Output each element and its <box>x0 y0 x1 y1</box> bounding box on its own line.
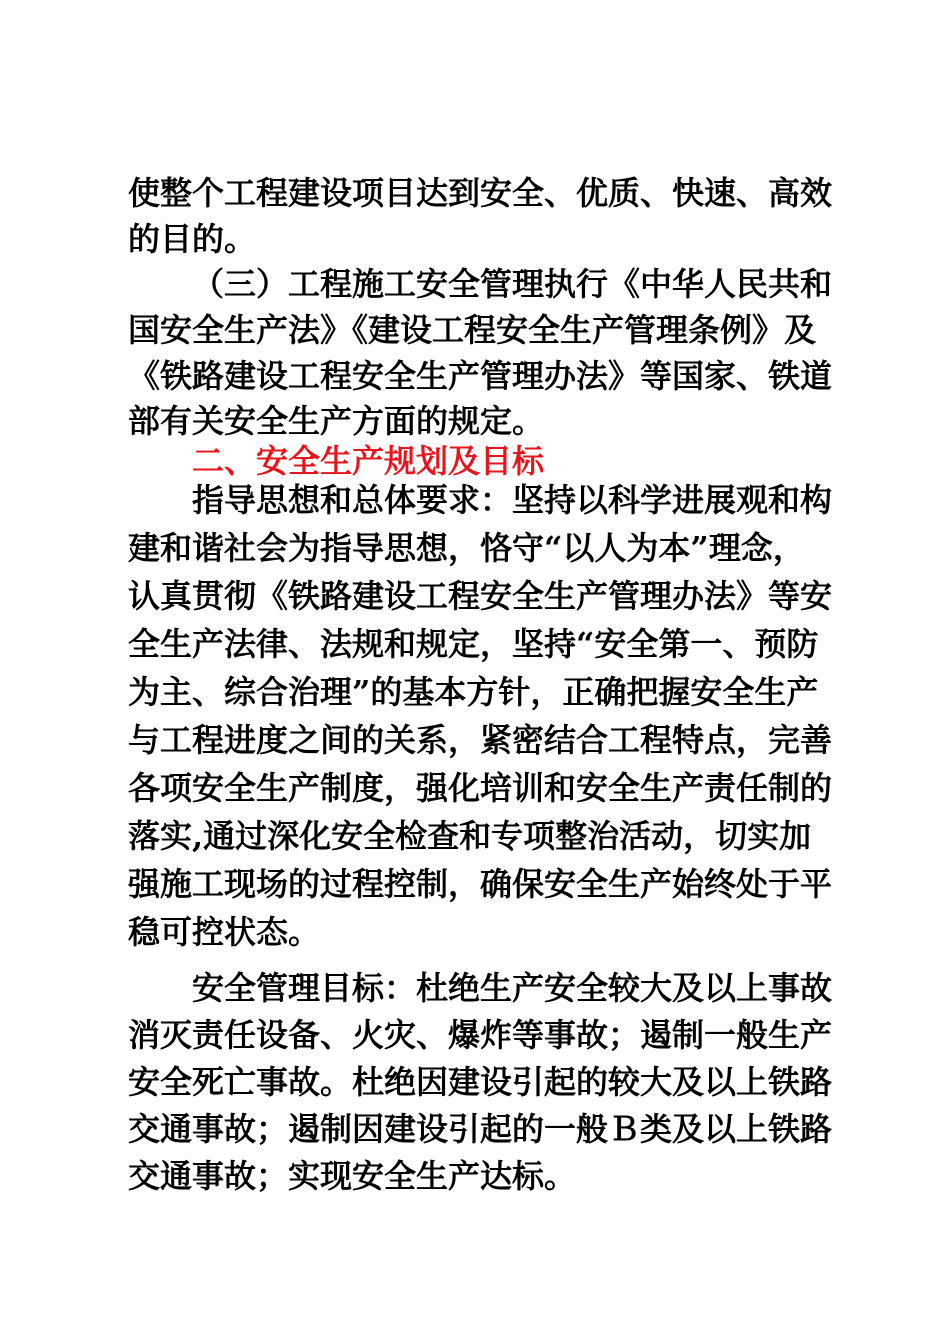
paragraph-2-line-1: （三）工程施工安全管理执行《中华人民共和 <box>192 265 833 303</box>
paragraph-3-line-2: 建和谐社会为指导思想，恪守“以人为本”理念， <box>128 529 805 567</box>
paragraph-3-line-8: 落实,通过深化安全检查和专项整治活动，切实加 <box>128 817 812 855</box>
paragraph-3-line-1: 指导思想和总体要求：坚持以科学进展观和构 <box>192 481 833 519</box>
paragraph-3-line-9: 强施工现场的过程控制，确保安全生产始终处于平 <box>128 865 833 903</box>
paragraph-4-line-2: 消灭责任设备、火灾、爆炸等事故；遏制一般生产 <box>128 1016 833 1054</box>
paragraph-4-line-1: 安全管理目标：杜绝生产安全较大及以上事故 <box>192 969 833 1007</box>
paragraph-3-line-7: 各项安全生产制度，强化培训和安全生产责任制的 <box>128 769 833 807</box>
paragraph-4-line-4: 交通事故；遏制因建设引起的一般Ｂ类及以上铁路 <box>128 1110 833 1148</box>
paragraph-4-line-3: 安全死亡事故。杜绝因建设引起的较大及以上铁路 <box>128 1063 833 1101</box>
paragraph-1-line-2: 的目的。 <box>128 220 257 258</box>
paragraph-3-line-10: 稳可控状态。 <box>128 913 321 951</box>
section-heading: 二、安全生产规划及目标 <box>192 442 545 480</box>
paragraph-4-line-5: 交通事故；实现安全生产达标。 <box>128 1157 577 1195</box>
paragraph-2-line-4: 部有关安全生产方面的规定。 <box>128 402 545 440</box>
paragraph-3-line-4: 全生产法律、法规和规定，坚持“安全第一、预防 <box>128 625 819 663</box>
paragraph-2-line-2: 国安全生产法》《建设工程安全生产管理条例》及 <box>128 311 817 349</box>
paragraph-1-line-1: 使整个工程建设项目达到安全、优质、快速、高效 <box>128 174 833 212</box>
paragraph-2-line-3: 《铁路建设工程安全生产管理办法》等国家、铁道 <box>128 357 833 395</box>
paragraph-3-line-3: 认真贯彻《铁路建设工程安全生产管理办法》等安 <box>128 577 833 615</box>
paragraph-3-line-6: 与工程进度之间的关系，紧密结合工程特点，完善 <box>128 721 833 759</box>
paragraph-3-line-5: 为主、综合治理”的基本方针，正确把握安全生产 <box>128 673 819 711</box>
